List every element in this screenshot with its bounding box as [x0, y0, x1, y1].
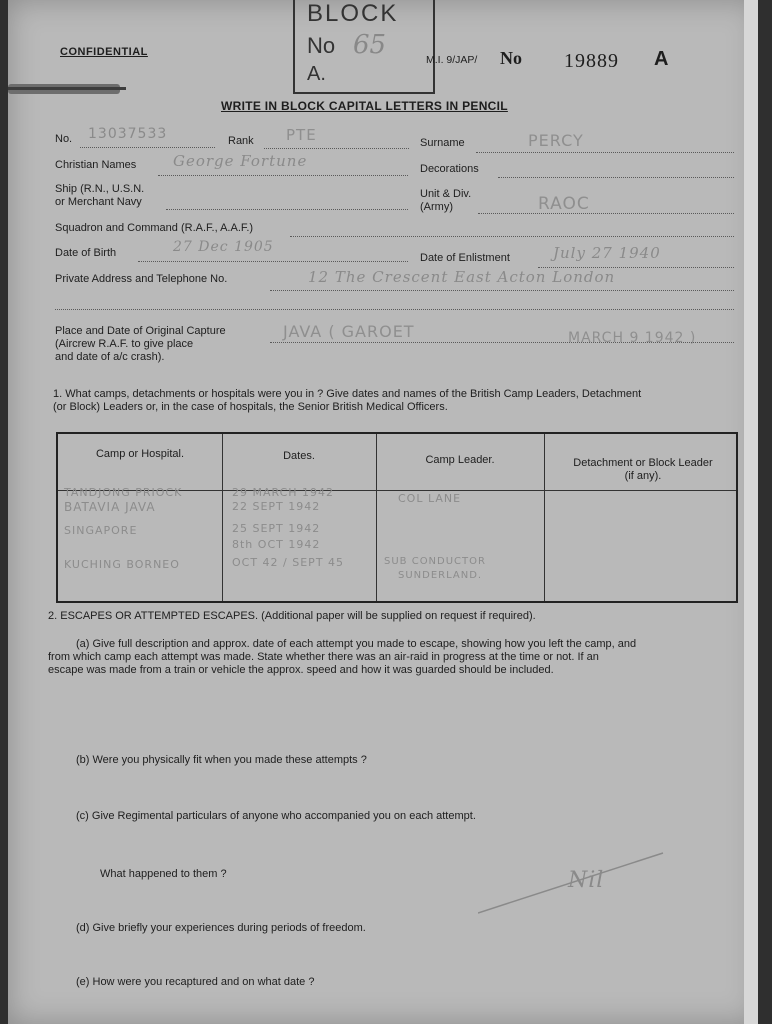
enlistment-value: July 27 1940 — [553, 244, 661, 262]
dob-line — [138, 261, 408, 262]
confidential-label: CONFIDENTIAL — [60, 46, 148, 58]
no-label: No — [500, 48, 522, 68]
unit-line — [478, 213, 734, 214]
capture-place-value: JAVA ( GAROET — [283, 322, 415, 341]
q2-title: 2. ESCAPES OR ATTEMPTED ESCAPES. (Additional paper will be supplied on request if required). — [48, 610, 536, 622]
table-header-detachment: Detachment or Block Leader (if any). — [573, 457, 713, 482]
address-label: Private Address and Telephone No. — [55, 273, 228, 285]
capture-label-2: (Aircrew R.A.F. to give place — [55, 338, 194, 350]
table-cell-leader: COL LANE — [398, 492, 462, 505]
q2-a-2: from which camp each attempt was made. State whether there was an air-raid in progress at the time or not. If an — [48, 651, 599, 663]
unit-label-2: (Army) — [420, 201, 453, 213]
surname-label: Surname — [420, 137, 465, 149]
decorations-line — [498, 177, 734, 178]
ship-label-2: or Merchant Navy — [55, 196, 142, 208]
unit-label-1: Unit & Div. — [420, 188, 472, 200]
table-cell-dates: 29 MARCH 1942 — [232, 486, 335, 499]
block-no-label: No — [307, 33, 336, 58]
table-cell-dates: 22 SEPT 1942 — [232, 500, 321, 513]
christian-names-value: George Fortune — [173, 152, 308, 170]
q2-a-1: (a) Give full description and approx. date of each attempt you made to escape, showing how you left the camp, and — [76, 638, 637, 650]
squadron-label: Squadron and Command (R.A.F., A.A.F.) — [55, 222, 254, 234]
q1-text-1: 1. What camps, detachments or hospitals were you in ? Give dates and names of the British Camp Leaders, Detachment — [53, 388, 642, 400]
rank-line — [264, 148, 409, 149]
table-cell-camp: TANDJONG PRIOCK — [64, 486, 183, 499]
q2-b: (b) Were you physically fit when you made these attempts ? — [76, 754, 367, 766]
table-cell-camp: BATAVIA JAVA — [64, 500, 156, 514]
dob-label: Date of Birth — [55, 247, 117, 259]
form-suffix: A — [654, 48, 669, 70]
surname-value: PERCY — [528, 131, 584, 150]
block-title: BLOCK — [307, 0, 399, 27]
dob-value: 27 Dec 1905 — [173, 239, 274, 255]
capture-label-1: Place and Date of Original Capture — [55, 325, 226, 337]
nil-strike-line — [478, 848, 668, 918]
mi-reference: M.I. 9/JAP/ — [426, 54, 478, 66]
christian-names-line — [158, 175, 408, 176]
table-divider — [544, 434, 545, 601]
enlistment-label: Date of Enlistment — [420, 252, 510, 264]
no-field-value: 13037533 — [88, 126, 168, 142]
table-cell-dates: 8th OCT 1942 — [232, 538, 321, 551]
q2-c: (c) Give Regimental particulars of anyone who accompanied you on each attempt. — [76, 810, 476, 822]
table-cell-dates: OCT 42 / SEPT 45 — [232, 556, 345, 569]
q2-a-3: escape was made from a train or vehicle the approx. speed and how it was guarded should be included. — [48, 664, 554, 676]
table-header-leader: Camp Leader. — [425, 454, 495, 466]
form-page — [8, 0, 758, 1024]
q2-e: (e) How were you recaptured and on what date ? — [76, 976, 315, 988]
table-header-dates: Dates. — [283, 450, 315, 462]
decorations-label: Decorations — [420, 163, 479, 175]
form-number: 19889 — [564, 50, 619, 72]
table-cell-leader: SUNDERLAND. — [398, 570, 483, 581]
table-cell-camp: KUCHING BORNEO — [64, 558, 180, 571]
table-header-camp: Camp or Hospital. — [95, 448, 185, 460]
block-stamp — [293, 0, 435, 94]
surname-line — [476, 152, 734, 153]
squadron-line — [290, 236, 734, 237]
q1-text-2: (or Block) Leaders or, in the case of hospitals, the Senior British Medical Officers. — [53, 401, 448, 413]
ship-label-1: Ship (R.N., U.S.N. — [55, 183, 145, 195]
paper-clip-icon — [8, 78, 128, 100]
capture-line — [270, 342, 734, 343]
capture-date-value: MARCH 9 1942 ) — [568, 330, 697, 346]
address-value: 12 The Crescent East Acton London — [308, 268, 616, 286]
q2-c-sub: What happened to them ? — [100, 868, 227, 880]
address-line-2 — [55, 309, 734, 310]
page-edge — [744, 0, 758, 1024]
unit-value: RAOC — [538, 194, 590, 214]
ship-line — [166, 209, 408, 210]
table-cell-dates: 25 SEPT 1942 — [232, 522, 321, 535]
capture-label-3: and date of a/c crash). — [55, 351, 165, 363]
no-field-label: No. — [55, 133, 73, 145]
christian-names-label: Christian Names — [55, 159, 137, 171]
instruction-heading: WRITE IN BLOCK CAPITAL LETTERS IN PENCIL — [221, 99, 508, 113]
table-cell-camp: SINGAPORE — [64, 524, 138, 537]
rank-value: PTE — [286, 126, 317, 144]
rank-label: Rank — [228, 135, 254, 147]
block-no-value: 65 — [353, 30, 387, 60]
no-field-line — [80, 147, 215, 148]
table-cell-leader: SUB CONDUCTOR — [384, 556, 486, 567]
q2-d: (d) Give briefly your experiences during periods of freedom. — [76, 922, 366, 934]
camps-table — [56, 432, 738, 603]
block-letter: A. — [307, 63, 326, 85]
address-line — [270, 290, 734, 291]
nil-answer: Nil — [568, 868, 605, 893]
